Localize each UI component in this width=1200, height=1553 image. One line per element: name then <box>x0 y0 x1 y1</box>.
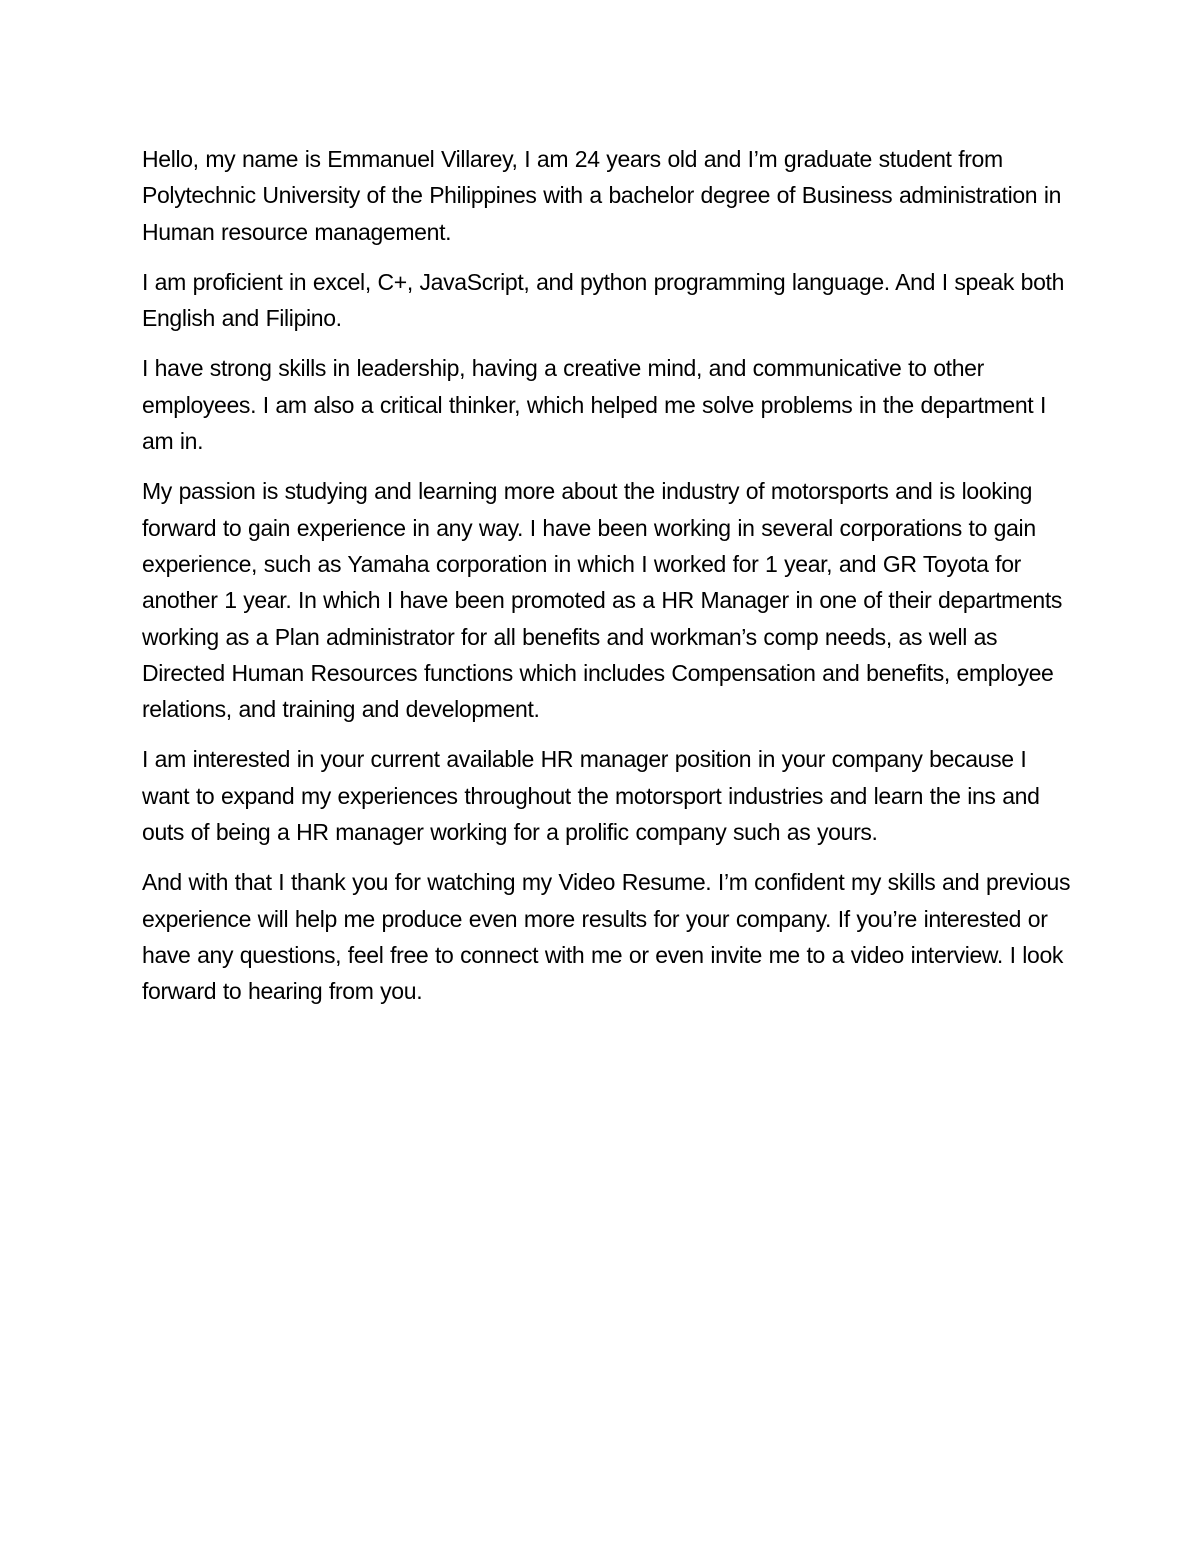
document-body <box>142 141 1076 1010</box>
paragraph-experience: My passion is studying and learning more about the industry of motorsports and is looking forward to gain experience in any way. I have been working in several corporations to gain experience, such as Yamaha corporation in which I worked for 1 year, and GR Toyota for another 1 year. In which I have been promoted as a HR Manager in one of their departments working as a Plan administrator for all benefits and workman’s comp needs, as well as Directed Human Resources functions which includes Compensation and benefits, employee relations, and training and development. <box>142 478 1063 723</box>
paragraph-introduction: Hello, my name is Emmanuel Villarey, I am 24 years old and I’m graduate student from Polytechnic University of the Philippines with a bachelor degree of Business administration in Human resource management. <box>142 146 1062 245</box>
paragraph-proficiencies: I am proficient in excel, C+, JavaScript, and python programming language. And I speak both English and Filipino. <box>142 268 1065 332</box>
paragraph-closing: And with that I thank you for watching my Video Resume. I’m confident my skills and previous experience will help me produce even more results for your company. If you’re interested or have any questions, feel free to connect with me or even invite me to a video interview. I look forward to hearing from you. <box>142 869 1071 1005</box>
paragraph-interest: I am interested in your current available HR manager position in your company because I want to expand my experiences throughout the motorsport industries and learn the ins and outs of being a HR manager working for a prolific company such as yours. <box>142 746 1040 846</box>
paragraph-skills: I have strong skills in leadership, having a creative mind, and communicative to other employees. I am also a critical thinker, which helped me solve problems in the department I am in. <box>142 355 1046 455</box>
